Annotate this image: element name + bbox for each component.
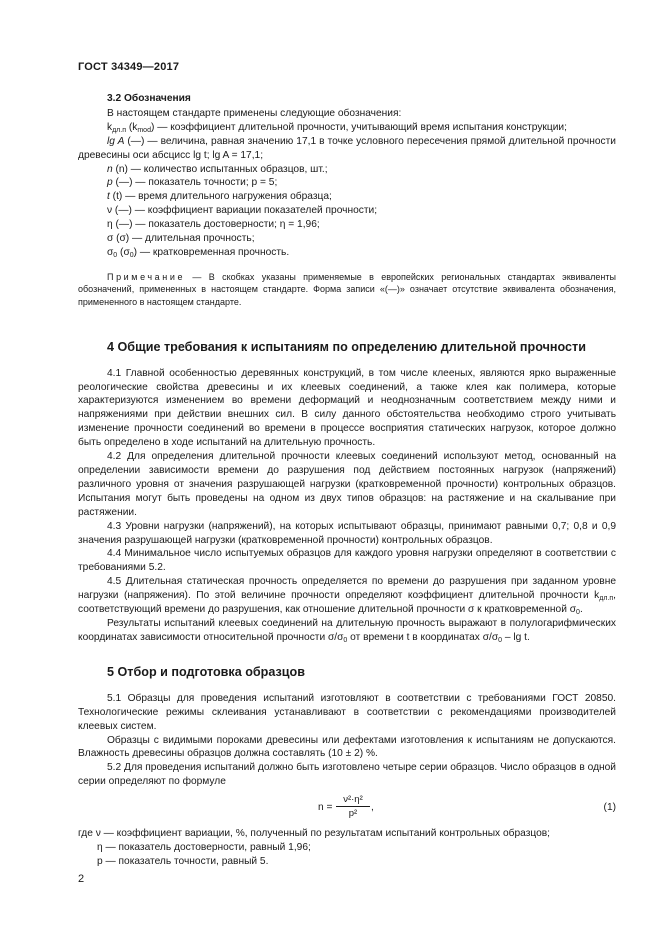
symbol-def: t (t) — время длительного нагружения образца; [107, 191, 332, 203]
paragraph-4-6: Результаты испытаний клеевых соединений на длительную прочность выражают в полулогарифмических координатах зависимости относительной прочности $\sigma/\sigma_0$ от времени t в координатах $\sigma/\sigma_0$ – lg t. [78, 617, 616, 644]
paragraph-4-3: 4.3 Уровни нагрузки (напряжений), на которых испытывают образцы, принимают равными 0,7; 0,8 и 0,9 значения разрушающей нагрузки (кратковременной прочности) контрольных образцов. [78, 520, 616, 546]
running-header: ГОСТ 34349—2017 [78, 61, 180, 73]
where-line: η — показатель достоверности, равный 1,96; [97, 842, 311, 854]
symbol-def: p (—) — показатель точности; p = 5; [107, 177, 278, 189]
symbol-def: ν (—) — коэффициент вариации показателей прочности; [107, 205, 378, 217]
note-text: — В скобках указаны применяемые в европейских региональных стандартах эквиваленты обозначений, примененных в настоящем стандарте. Форма записи «(—)» означает отсутствие эквивалента обозначения, примененного в настоящем стандарте. [78, 271, 616, 308]
section-heading: 5 Отбор и подготовка образцов [107, 664, 305, 679]
paragraph-4-1: 4.1 Главной особенностью деревянных конструкций, в том числе клееных, являются ярко выраженные реологические свойства древесины и их клеевых соединений, а также клея как полимера, которые характеризуются изменением во времени деформаций и неоднозначным соответствием между ними и напряжениями при действии внешних сил. В силу данного обстоятельства необходимо строго учитывать изменение прочности соединений во времени в процессе восприятия статических нагрузок, которое должно быть определено в ходе испытаний на длительную прочность. [78, 367, 616, 449]
section-heading: 4 Общие требования к испытаниям по определению длительной прочности [107, 339, 586, 354]
note [78, 271, 616, 309]
paragraph-4-2: 4.2 Для определения длительной прочности клеевых соединений используют метод, основанный на определении зависимости времени до разрушения под действием постоянных нагрузок (напряжений) различного уровня от значения разрушающей нагрузки (кратковременной прочности) контрольных образцов. Испытания могут быть проведены на одном из двух типов образцов: на растяжение и на скалывание при растяжении. [78, 451, 616, 518]
formula-denominator: p² [348, 808, 358, 820]
symbol-def: $k_{дл.п}$ $(k_{mod})$ — коэффициент длительной прочности, учитывающий время испытания конструкции; [107, 121, 567, 134]
symbol-def: η (—) — показатель достоверности; η = 1,96; [107, 219, 320, 231]
paragraph-5-1b: Образцы с видимыми пороками древесины или дефектами изготовления к испытаниям не допускаются. Влажность древесины образцов должна составлять (10 ± 2) %. [78, 734, 616, 760]
symbols-intro: В настоящем стандарте применены следующие обозначения: [107, 107, 402, 119]
equation-number: (1) [603, 802, 616, 814]
symbol-def: n (n) — количество испытанных образцов, шт.; [107, 163, 328, 175]
where-line: p — показатель точности, равный 5. [97, 855, 269, 867]
subsection-title: 3.2 Обозначения [107, 93, 191, 104]
where-line: где ν — коэффициент вариации, %, полученный по результатам испытаний контрольных образцов; [78, 828, 550, 840]
formula-lhs: n = [318, 802, 333, 814]
formula-1: n = $\frac{\text{ν²·η²}}{\text{p²}}$ , (1) [318, 794, 616, 820]
paragraph-5-1: 5.1 Образцы для проведения испытаний изготовляют в соответствии с требованиями ГОСТ 20850. Технологические режимы склеивания устанавливают в соответствии с рекомендациями производителей клеевых систем. [78, 692, 616, 732]
paragraph-4-5: 4.5 Длительная статическая прочность определяется по времени до разрушения при заданном уровне нагрузки (напряжения). По этой величине прочности определяют коэффициент длительной прочности $k_{дл.п}$, соответствующий времени до разрушения, как отношение длительной прочности σ к кратковременной $\sigma_0$. [78, 576, 616, 617]
symbol-def: σ (σ) — длительная прочность; [107, 233, 255, 245]
note-label: Примечание [107, 271, 186, 282]
formula-fraction [336, 793, 370, 820]
symbol-def: lg A (—) — величина, равная значению 17,1 в точке условного пересечения прямой длительной прочности древесины оси абсцисс lg t; lg A = 17,1; [78, 135, 616, 161]
paragraph-5-2: 5.2 Для проведения испытаний должно быть изготовлено четыре серии образцов. Число образцов в одной серии определяют по формуле [78, 762, 616, 788]
page-number: 2 [78, 873, 85, 885]
symbol-def: $\sigma_0$ $(\sigma_0)$ — кратковременная прочность. [107, 246, 290, 259]
page-content [78, 92, 616, 869]
formula-numerator: ν²·η² [336, 793, 370, 807]
paragraph-4-4: 4.4 Минимальное число испытуемых образцов для каждого уровня нагрузки определяют в соответствии с требованиями 5.2. [78, 548, 616, 574]
